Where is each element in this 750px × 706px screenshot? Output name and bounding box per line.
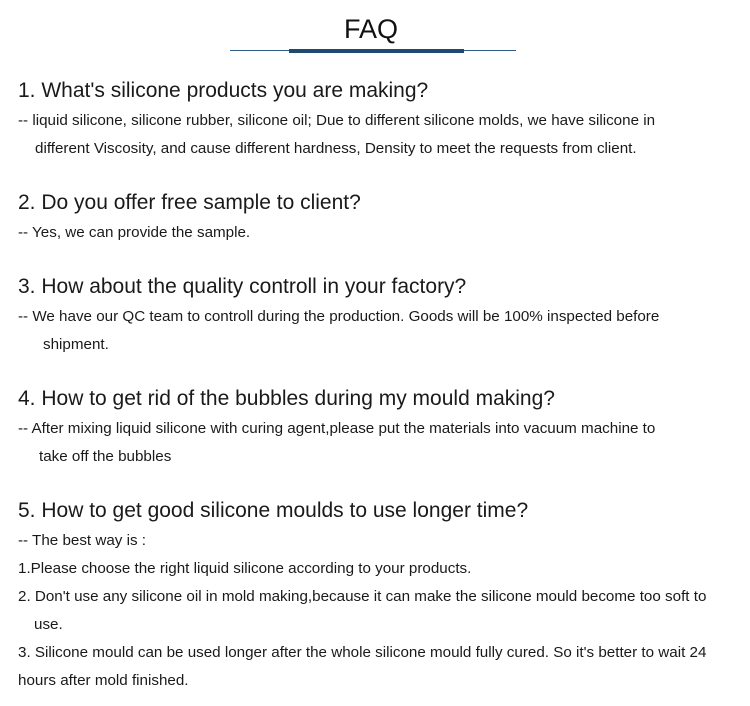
page-title: FAQ xyxy=(343,14,398,44)
faq-answer-3-line-2: shipment. xyxy=(43,336,109,353)
faq-question-2: 2. Do you offer free sample to client? xyxy=(18,191,361,214)
faq-question-4: 4. How to get rid of the bubbles during my mould making? xyxy=(18,387,555,410)
faq-answer-1-line-2: different Viscosity, and cause different hardness, Density to meet the requests from client. xyxy=(35,140,637,157)
faq-answer-4-line-1: -- After mixing liquid silicone with curing agent,please put the materials into vacuum machine to xyxy=(18,420,656,437)
faq-question-5: 5. How to get good silicone moulds to use longer time? xyxy=(18,499,529,522)
faq-answer-4-line-2: take off the bubbles xyxy=(39,448,172,465)
faq-answer-5-line-5: 3. Silicone mould can be used longer after the whole silicone mould fully cured. So it's better to wait 24 xyxy=(18,644,707,661)
faq-answer-5-line-6: hours after mold finished. xyxy=(18,672,189,689)
faq-answer-3-line-1: -- We have our QC team to controll during the production. Goods will be 100% inspected before xyxy=(18,308,660,325)
faq-answer-5-line-4: use. xyxy=(34,616,63,633)
faq-answer-5-line-3: 2. Don't use any silicone oil in mold making,because it can make the silicone mould become too soft to xyxy=(18,588,707,605)
faq-header xyxy=(0,0,750,60)
faq-answer-5-line-1: -- The best way is : xyxy=(18,532,147,549)
faq-question-3: 3. How about the quality controll in your factory? xyxy=(18,275,467,298)
faq-question-1: 1. What's silicone products you are making? xyxy=(18,79,429,102)
title-underline-accent xyxy=(289,49,464,53)
faq-answer-5-line-2: 1.Please choose the right liquid silicone according to your products. xyxy=(18,560,472,577)
faq-answer-1-line-1: -- liquid silicone, silicone rubber, silicone oil; Due to different silicone molds, we have silicone in xyxy=(18,112,656,129)
faq-answer-2-line-1: -- Yes, we can provide the sample. xyxy=(18,224,251,241)
